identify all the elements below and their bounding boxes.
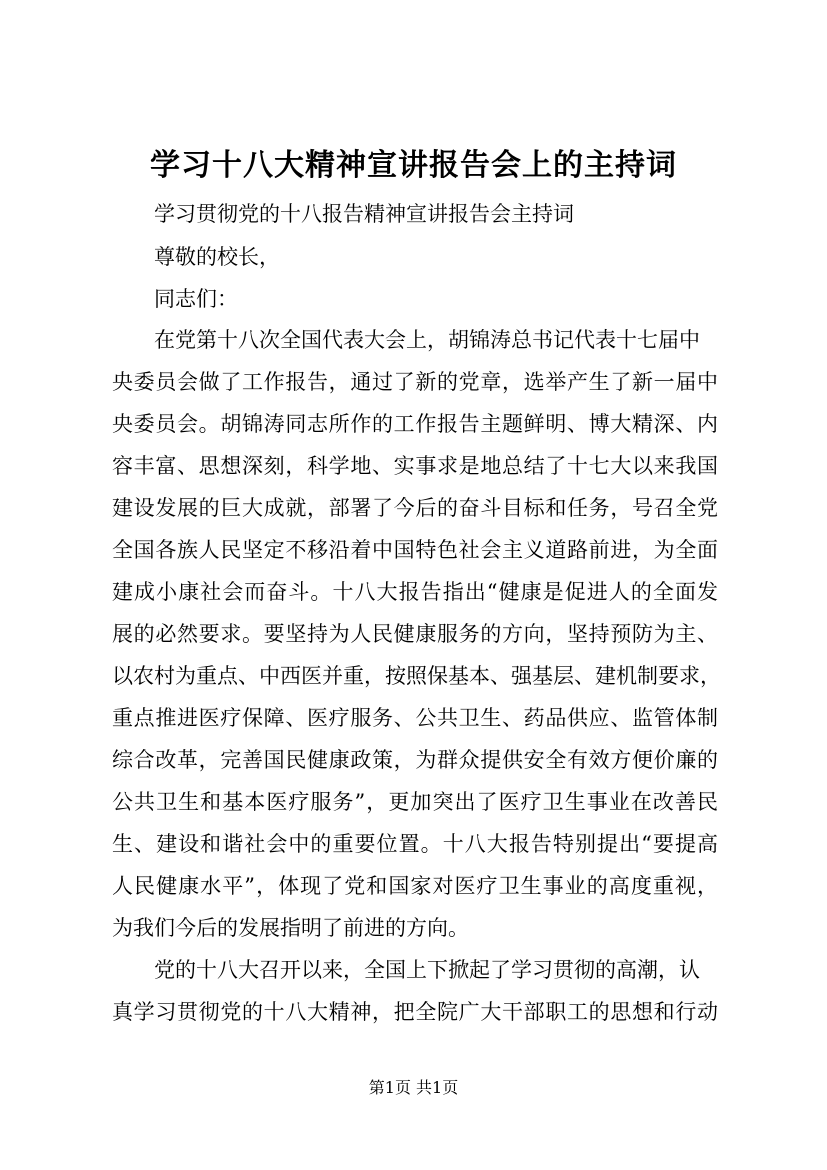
document-title: 学习十八大精神宣讲报告会上的主持词 (150, 148, 677, 183)
paragraph-line: 容丰富、思想深刻，科学地、实事求是地总结了十七大以来我国 (112, 454, 718, 478)
paragraph-line: 建设发展的巨大成就，部署了今后的奋斗目标和任务，号召全党 (112, 496, 718, 520)
paragraph-line: 生、建设和谐社会中的重要位置。十八大报告特别提出“要提高 (112, 832, 718, 856)
paragraph-line: 以农村为重点、中西医并重，按照保基本、强基层、建机制要求， (112, 664, 721, 688)
paragraph-line: 人民健康水平”，体现了党和国家对医疗卫生事业的高度重视， (112, 874, 718, 898)
salutation-principal: 尊敬的校长， (154, 245, 280, 269)
paragraph-line: 公共卫生和基本医疗服务”，更加突出了医疗卫生事业在改善民 (112, 790, 718, 814)
paragraph-line: 在党第十八次全国代表大会上，胡锦涛总书记代表十七届中 (154, 328, 700, 352)
paragraph-line: 重点推进医疗保障、医疗服务、公共卫生、药品供应、监管体制 (112, 706, 718, 730)
paragraph-line: 建成小康社会而奋斗。十八大报告指出“健康是促进人的全面发 (112, 580, 718, 604)
salutation-comrades: 同志们： (154, 287, 238, 311)
paragraph-line: 央委员会做了工作报告，通过了新的党章，选举产生了新一届中 (112, 370, 718, 394)
paragraph-line: 展的必然要求。要坚持为人民健康服务的方向，坚持预防为主、 (112, 622, 718, 646)
page-number-footer: 第1页 共1页 (368, 1078, 459, 1097)
paragraph-line: 央委员会。胡锦涛同志所作的工作报告主题鲜明、博大精深、内 (112, 412, 718, 436)
paragraph-line: 综合改革，完善国民健康政策，为群众提供安全有效方便价廉的 (112, 748, 718, 772)
document-subtitle: 学习贯彻党的十八报告精神宣讲报告会主持词 (154, 202, 574, 226)
paragraph-line: 为我们今后的发展指明了前进的方向。 (112, 916, 469, 940)
paragraph-line: 真学习贯彻党的十八大精神，把全院广大干部职工的思想和行动 (112, 1000, 718, 1024)
paragraph-line: 全国各族人民坚定不移沿着中国特色社会主义道路前进，为全面 (112, 538, 718, 562)
paragraph-line: 党的十八大召开以来，全国上下掀起了学习贯彻的高潮，认 (154, 958, 700, 982)
